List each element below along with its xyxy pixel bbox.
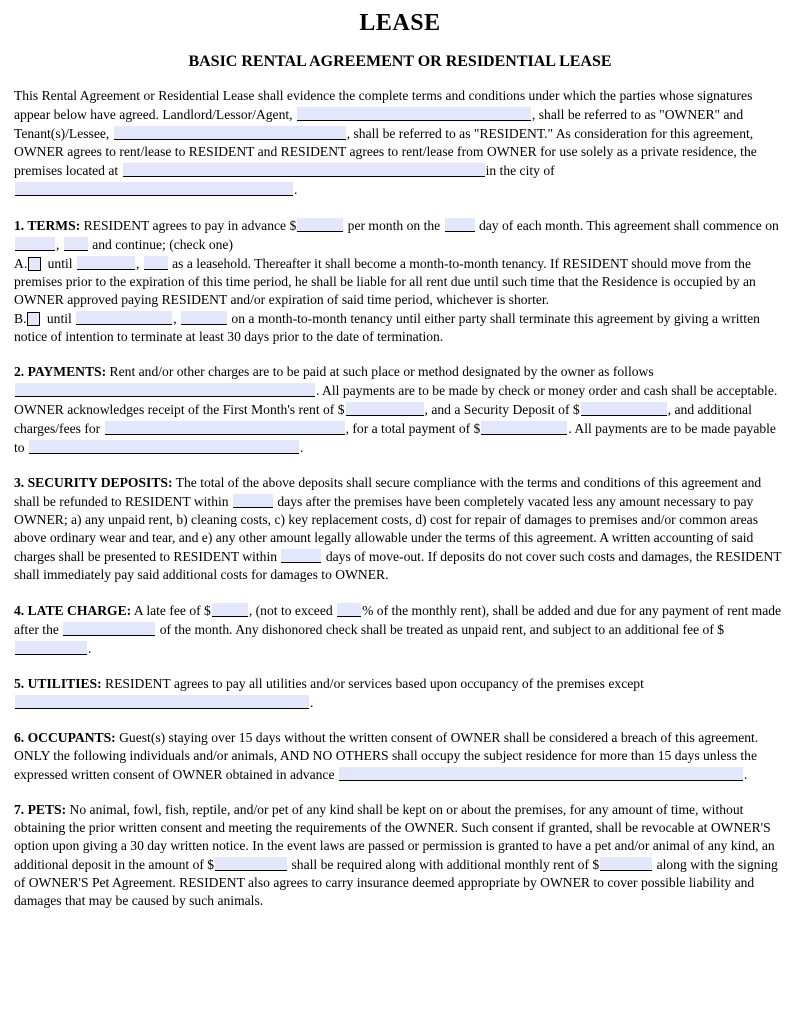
pet-deposit-field[interactable] bbox=[215, 857, 287, 871]
commence-date-field[interactable] bbox=[15, 237, 55, 251]
option-b-checkbox[interactable] bbox=[27, 312, 40, 326]
utilities-section: 5. UTILITIES: RESIDENT agrees to pay all utilities and/or services based upon occupancy of the premises except . bbox=[14, 676, 644, 710]
security-deposit-field[interactable] bbox=[581, 402, 667, 416]
late-fee-field[interactable] bbox=[212, 603, 248, 617]
city-field[interactable] bbox=[15, 182, 293, 196]
late-charge-title: 4. LATE CHARGE: bbox=[14, 603, 132, 618]
page-title: LEASE bbox=[359, 10, 441, 36]
monthly-rent-field[interactable] bbox=[297, 218, 343, 232]
accounting-days-field[interactable] bbox=[281, 549, 321, 563]
rent-due-day-field[interactable] bbox=[445, 218, 475, 232]
commence-year-field[interactable] bbox=[64, 237, 88, 251]
occupants-list-field[interactable] bbox=[339, 767, 743, 781]
occupants-title: 6. OCCUPANTS: bbox=[14, 730, 116, 745]
security-deposits-title: 3. SECURITY DEPOSITS: bbox=[14, 475, 173, 490]
page-subtitle: BASIC RENTAL AGREEMENT OR RESIDENTIAL LEASE bbox=[188, 53, 612, 70]
pets-title: 7. PETS: bbox=[14, 802, 67, 817]
first-month-rent-field[interactable] bbox=[346, 402, 424, 416]
intro-paragraph: This Rental Agreement or Residential Lease shall evidence the complete terms and conditions under which the parties whose signatures appear below have agreed. Landlord/Lessor/Agent, , shall be referred to as "OWNER" and Tenant(s)/Lessee, , shall be referred to as "RESIDENT." As consideration for this agreement, OWNER agrees to rent/lease to RESIDENT and RESIDENT agrees to rent/lease from OWNER for use solely as a private residence, the premises located at in the city of . bbox=[14, 88, 757, 197]
additional-fees-field[interactable] bbox=[105, 421, 345, 435]
refund-days-field[interactable] bbox=[233, 494, 273, 508]
payments-title: 2. PAYMENTS: bbox=[14, 364, 107, 379]
option-b-line: B. until , on a month-to-month tenancy until either party shall terminate this agreement by giving a written notice of intention to terminate at least 30 days prior to the date of termination. bbox=[14, 311, 760, 344]
lease-end-year-field[interactable] bbox=[144, 256, 168, 270]
late-fee-percent-field[interactable] bbox=[337, 603, 361, 617]
tenant-name-field[interactable] bbox=[114, 126, 346, 140]
terms-title: 1. TERMS: bbox=[14, 218, 81, 233]
landlord-name-field[interactable] bbox=[297, 107, 531, 121]
tenancy-until-date-field[interactable] bbox=[76, 311, 172, 325]
premises-address-field[interactable] bbox=[123, 163, 485, 177]
dishonored-check-fee-field[interactable] bbox=[15, 641, 87, 655]
security-deposits-section: 3. SECURITY DEPOSITS: The total of the above deposits shall secure compliance with the terms and conditions of this agreement and shall be refunded to RESIDENT within days after the premises have been completely vacated less any amount necessary to pay OWNER; a) any unpaid rent, b) cleaning costs, c) key replacement costs, d) cost for repair of damages to premises and/or common areas above ordinary wear and tear, and e) any other amount legally allowable under the terms of this agreement. A written accounting of said charges shall be presented to RESIDENT within days of move-out. If deposits do not cover such costs and damages, the RESIDENT shall immediately pay said additional costs for damages to OWNER. bbox=[14, 475, 782, 582]
pets-section: 7. PETS: No animal, fowl, fish, reptile, and/or pet of any kind shall be kept on or about the premises, for any amount of time, without obtaining the prior written consent and meeting the requirements of the OWNER. Such consent if granted, shall be revocable at OWNER'S option upon giving a 30 day written notice. In the event laws are passed or permission is granted to have a pet and/or animal of any kind, an additional deposit in the amount of $ shall be required along with additional monthly rent of $ along with the signing of OWNER'S Pet Agreement. RESIDENT also agrees to carry insurance deemed appropriate by OWNER to cover possible liability and damages that may be caused by such animals. bbox=[14, 802, 778, 908]
utilities-exceptions-field[interactable] bbox=[15, 695, 309, 709]
occupants-section: 6. OCCUPANTS: Guest(s) staying over 15 days without the written consent of OWNER shall be considered a breach of this agreement. ONLY the following individuals and/or animals, AND NO OTHERS shall occupy the subject residence for more than 15 days unless the expressed written consent of OWNER obtained in advance . bbox=[14, 730, 759, 782]
option-a-checkbox[interactable] bbox=[28, 257, 41, 271]
total-payment-field[interactable] bbox=[481, 421, 567, 435]
late-charge-section: 4. LATE CHARGE: A late fee of $ , (not to exceed % of the monthly rent), shall be added and due for any payment of rent made after the of the month. Any dishonored check shall be treated as unpaid rent, and subject to an additional fee of $. bbox=[14, 603, 782, 656]
lease-end-date-field[interactable] bbox=[77, 256, 135, 270]
payable-to-field[interactable] bbox=[29, 440, 299, 454]
payment-method-field[interactable] bbox=[15, 383, 315, 397]
option-a-line: A. until , as a leasehold. Thereafter it shall become a month-to-month tenancy. If RESIDENT should move from the premises prior to the expiration of this time period, he shall be liable for all rent due until such time that the Residence is occupied by an OWNER approved paying RESIDENT and/or expiration of said time period, whichever is shorter. bbox=[14, 256, 756, 307]
pet-monthly-rent-field[interactable] bbox=[600, 857, 652, 871]
late-after-day-field[interactable] bbox=[63, 622, 155, 636]
utilities-title: 5. UTILITIES: bbox=[14, 676, 102, 691]
tenancy-until-year-field[interactable] bbox=[181, 311, 227, 325]
payments-section: 2. PAYMENTS: Rent and/or other charges are to be paid at such place or method designated by the owner as follows . All payments are to be made by check or money order and cash shall be acceptable. OWNER acknowledges receipt of the First Month's rent of $ , and a Security Deposit of $ , and additional charges/fees for , for a total payment of $ . All payments are to be made payable to . bbox=[14, 364, 778, 455]
terms-section: 1. TERMS: RESIDENT agrees to pay in advance $ per month on the day of each month. This agreement shall commence on , and continue; (check one) A. until , as a leasehold. Thereafter it shall become a month-to-month tenancy. If RESIDENT should move from the premises prior to the expiration of this time period, he shall be liable for all rent due until such time that the Residence is occupied by an OWNER approved paying RESIDENT and/or expiration of said time period, whichever is shorter. B. until , on a month-to-month tenancy until either party shall terminate this agreement by giving a written notice of intention to terminate at least 30 days prior to the date of termination. bbox=[14, 216, 786, 346]
